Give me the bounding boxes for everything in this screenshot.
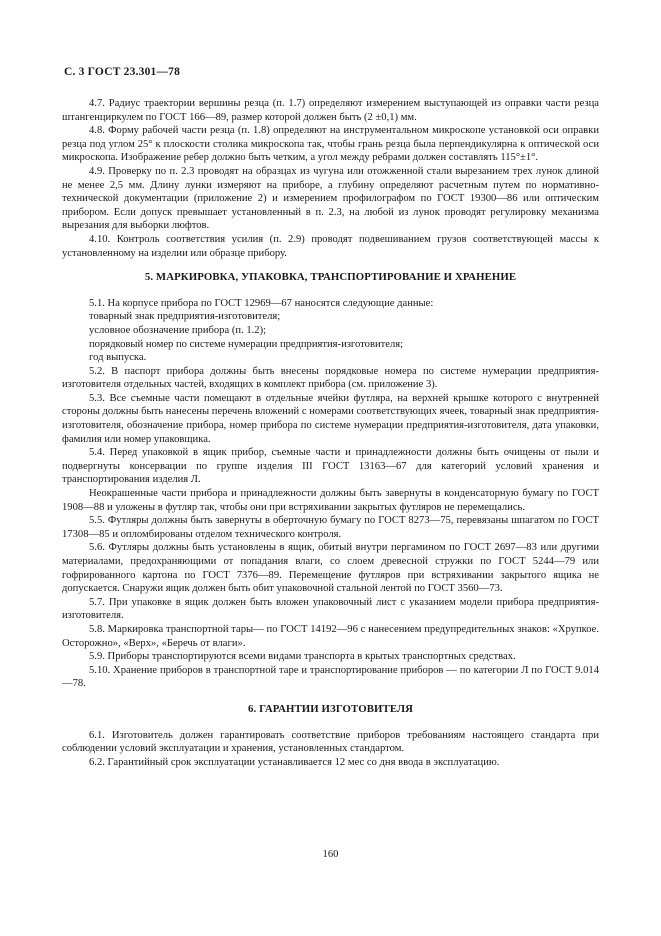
paragraph-5-4: 5.4. Перед упаковкой в ящик прибор, съемные части и принадлежности должны быть очищены от пыли и подвергнуты консервации по группе изделия III ГОСТ 13163—67 для категорий условий хранения и транспортирования изделия Л. (62, 447, 599, 486)
list-item: порядковый номер по системе нумерации предприятия-изготовителя; (89, 338, 404, 350)
list-item: условное обозначение прибора (п. 1.2); (89, 324, 267, 336)
document-body (62, 97, 599, 769)
paragraph-4-8: 4.8. Форму рабочей части резца (п. 1.8) определяют на инструментальном микроскопе установкой оси оправки резца под углом 25° к плоскости столика микроскопа так, чтобы грань резца была перпендикулярна к оптической оси микроскопа. Изображение ребер должно быть четким, а угол между ребрами должен составлять 115°±1°. (62, 125, 599, 164)
paragraph-5-3: 5.3. Все съемные части помещают в отдельные ячейки футляра, на верхней крышке которого с внутренней стороны должны быть нанесены перечень вложений с номерами соответствующих ячеек, товарный знак предприятия-изготовителя, обозначение прибора, номер прибора по системе нумерации предприятия-изготовителя, дата упаковки, фамилия или номер упаковщика. (62, 392, 599, 445)
paragraph-5-4-continued: Неокрашенные части прибора и принадлежности должны быть завернуты в конденсаторную бумагу по ГОСТ 1908—88 и уложены в футляр так, чтобы они при встряхивании закрытых футляров не перемещались. (62, 488, 599, 513)
paragraph-4-9: 4.9. Проверку по п. 2.3 проводят на образцах из чугуна или отожженной стали вырезанием трех лунок длиной не менее 2,5 мм. Длину лунки измеряют на приборе, а глубину определяют расчетным путем по нормативно-технической документации (приложение 2) и измерением профилографом по ГОСТ 19300—86 или оптическим прибором. Если допуск превышает установленный в п. 2.3, на любой из лунок проводят регулировку механизма вырезания для выборки люфтов. (62, 165, 599, 232)
list-item: год выпуска. (89, 352, 147, 364)
section-5-title: 5. МАРКИРОВКА, УПАКОВКА, ТРАНСПОРТИРОВАНИЕ И ХРАНЕНИЕ (144, 271, 517, 284)
paragraph-4-7: 4.7. Радиус траектории вершины резца (п. 1.7) определяют измерением выступающей из оправки части резца штангенциркулем по ГОСТ 166—89, размер которой должен быть (2 ±0,1) мм. (62, 98, 599, 123)
paragraph-5-5: 5.5. Футляры должны быть завернуты в оберточную бумагу по ГОСТ 8273—75, перевязаны шпагатом по ГОСТ 17308—85 и опломбированы отделом технического контроля. (62, 515, 599, 540)
section-6-title: 6. ГАРАНТИИ ИЗГОТОВИТЕЛЯ (247, 702, 414, 715)
paragraph-5-6: 5.6. Футляры должны быть установлены в ящик, обитый внутри пергамином по ГОСТ 2697—83 или другими материалами, предохраняющими от попадания влаги, со слоем древесной стружки по ГОСТ 5244—79 или гофрированного картона по ГОСТ 7376—89. Перемещение футляров при встряхивании закрытого ящика не допускается. Снаружи ящик должен быть обит упаковочной стальной лентой по ГОСТ 3560—73. (62, 542, 599, 595)
paragraph-5-9: 5.9. Приборы транспортируются всеми видами транспорта в крытых транспортных средствах. (89, 651, 516, 663)
page-header: С. 3 ГОСТ 23.301—78 (64, 66, 181, 78)
paragraph-6-2: 6.2. Гарантийный срок эксплуатации устанавливается 12 мес со дня ввода в эксплуатацию. (89, 756, 500, 768)
paragraph-5-1: 5.1. На корпусе прибора по ГОСТ 12969—67 наносятся следующие данные: (89, 297, 434, 309)
paragraph-5-7: 5.7. При упаковке в ящик должен быть вложен упаковочный лист с указанием модели прибора предприятия-изготовителя. (62, 596, 599, 622)
page-number: 160 (322, 849, 339, 860)
paragraph-6-1: 6.1. Изготовитель должен гарантировать соответствие приборов требованиям настоящего стандарта при соблюдении условий эксплуатации и хранения, установленных стандартом. (62, 729, 599, 755)
paragraph-4-10: 4.10. Контроль соответствия усилия (п. 2.9) проводят подвешиванием грузов соответствующей массы к установленному на изделии или образце прибору. (62, 233, 599, 259)
paragraph-5-2: 5.2. В паспорт прибора должны быть внесены порядковые номера по системе нумерации предприятия-изготовителя отдельных частей, входящих в комплект прибора (см. приложение 3). (62, 365, 599, 391)
paragraph-5-10: 5.10. Хранение приборов в транспортной таре и транспортирование приборов — по категории Л по ГОСТ 9.014—78. (62, 664, 599, 690)
paragraph-5-8: 5.8. Маркировка транспортной тары— по ГОСТ 14192—96 с нанесением предупредительных знаков: «Хрупкое. Осторожно», «Верх», «Беречь от влаги». (62, 623, 599, 649)
list-item: товарный знак предприятия-изготовителя; (89, 311, 281, 323)
